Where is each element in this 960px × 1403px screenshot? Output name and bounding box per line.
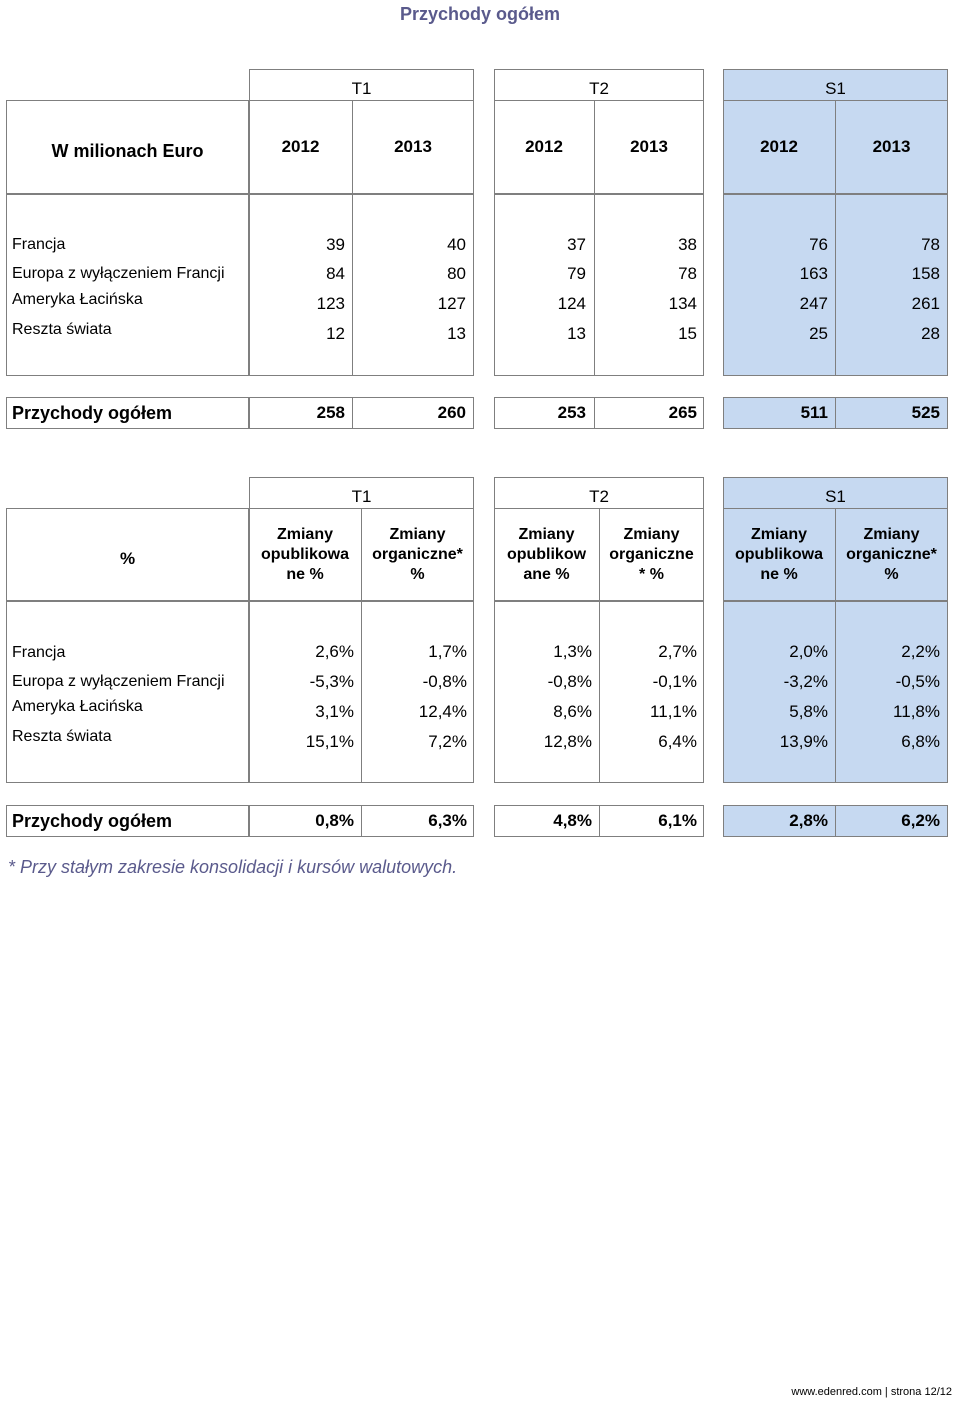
unit-label: W milionach Euro (51, 141, 204, 161)
total-cell: 253 (557, 403, 586, 422)
table-cell: 28 (921, 324, 940, 343)
table-cell: 13,9% (779, 732, 828, 751)
year-header: 2013 (872, 137, 911, 156)
table-cell: 12,4% (418, 702, 467, 721)
body-label-box (6, 601, 249, 783)
total-cell: 0,8% (315, 811, 354, 830)
table-cell: 2,0% (789, 642, 828, 661)
total-cell: 6,3% (428, 811, 467, 830)
table-cell: -0,8% (547, 672, 592, 691)
row-label: Francja (12, 644, 66, 661)
year-header: 2012 (525, 137, 563, 156)
table-cell: 76 (809, 235, 828, 254)
total-cell: 258 (316, 403, 345, 422)
table-cell: 134 (668, 294, 697, 313)
table-cell: 80 (447, 264, 466, 283)
table-cell: 127 (437, 294, 466, 313)
table-cell: 13 (447, 324, 466, 343)
year-header: 2012 (281, 137, 320, 156)
table-cell: 2,6% (315, 642, 354, 661)
table-cell: 2,7% (658, 642, 697, 661)
page-footer: www.edenred.com | strona 12/12 (791, 1386, 952, 1398)
total-cell: 6,1% (658, 811, 697, 830)
row-label: Europa z wyłączeniem Francji (12, 673, 225, 690)
table-cell: 163 (799, 264, 828, 283)
period-header: T2 (589, 79, 609, 98)
table-cell: -3,2% (783, 672, 828, 691)
total-cell: 2,8% (789, 811, 828, 830)
table-cell: 261 (911, 294, 940, 313)
total-cell: 265 (668, 403, 697, 422)
total-cell: 525 (911, 403, 940, 422)
total-cell: 511 (800, 403, 828, 422)
row-label: Ameryka Łacińska (12, 291, 143, 308)
table-cell: 3,1% (315, 702, 354, 721)
table-cell: 7,2% (428, 732, 467, 751)
table-cell: 123 (316, 294, 345, 313)
year-header: 2013 (394, 137, 432, 156)
total-label: Przychody ogółem (12, 403, 173, 423)
table-cell: 5,8% (789, 702, 828, 721)
row-label: Reszta świata (12, 321, 112, 338)
page-title: Przychody ogółem (399, 4, 561, 24)
table-cell: 15,1% (305, 732, 354, 751)
table-cell: 40 (447, 235, 466, 254)
row-label: Ameryka Łacińska (12, 698, 143, 715)
row-label: Europa z wyłączeniem Francji (12, 265, 225, 282)
table-cell: 39 (326, 235, 345, 254)
table-cell: 11,8% (893, 702, 940, 721)
table-cell: 84 (326, 264, 345, 283)
table-cell: 79 (567, 264, 586, 283)
table-cell: 6,8% (901, 732, 940, 751)
total-label: Przychody ogółem (12, 811, 173, 831)
table-cell: 124 (557, 294, 586, 313)
column-header: Zmiany opublikowa ne % (735, 526, 823, 583)
period-header: S1 (825, 487, 846, 506)
period-header: T1 (351, 79, 372, 98)
table-cell: 158 (911, 264, 940, 283)
table-cell: 37 (567, 235, 586, 254)
table-cell: 11,1% (650, 702, 697, 721)
column-header: Zmiany organiczne* % (372, 526, 463, 583)
table-cell: 247 (799, 294, 828, 313)
year-header: 2013 (630, 137, 668, 156)
row-label: Francja (12, 236, 66, 253)
row-label: Reszta świata (12, 728, 112, 745)
period-header: T2 (589, 487, 609, 506)
t1-body-box (249, 194, 474, 376)
table-cell: 1,3% (553, 642, 592, 661)
table-cell: 1,7% (428, 642, 467, 661)
table-cell: -0,1% (652, 672, 697, 691)
total-cell: 4,8% (553, 811, 592, 830)
year-header: 2012 (760, 137, 798, 156)
t2-body-box (494, 194, 704, 376)
table-cell: 6,4% (658, 732, 697, 751)
body-label-box (6, 194, 249, 376)
period-header: T1 (351, 487, 372, 506)
table-cell: 78 (678, 264, 697, 283)
column-header: Zmiany organiczne* % (846, 526, 937, 583)
table-cell: -0,5% (895, 672, 940, 691)
table-cell: 78 (921, 235, 940, 254)
footnote: * Przy stałym zakresie konsolidacji i kursów walutowych. (8, 857, 458, 877)
column-header: Zmiany opublikow ane % (506, 526, 587, 583)
total-cell: 260 (437, 403, 466, 422)
table-cell: 8,6% (553, 702, 592, 721)
table-cell: 13 (567, 324, 586, 343)
period-header: S1 (825, 79, 846, 98)
table-cell: 15 (678, 324, 697, 343)
total-cell: 6,2% (901, 811, 940, 830)
table-cell: -5,3% (309, 672, 354, 691)
column-header: Zmiany organiczne * % (609, 526, 694, 583)
table-cell: 12 (326, 324, 345, 343)
column-header: Zmiany opublikowa ne % (261, 526, 349, 583)
table-cell: 25 (809, 324, 828, 343)
table-cell: 2,2% (901, 642, 940, 661)
table-cell: -0,8% (422, 672, 467, 691)
table-cell: 38 (678, 235, 697, 254)
table-cell: 12,8% (543, 732, 592, 751)
unit-label: % (119, 549, 136, 568)
